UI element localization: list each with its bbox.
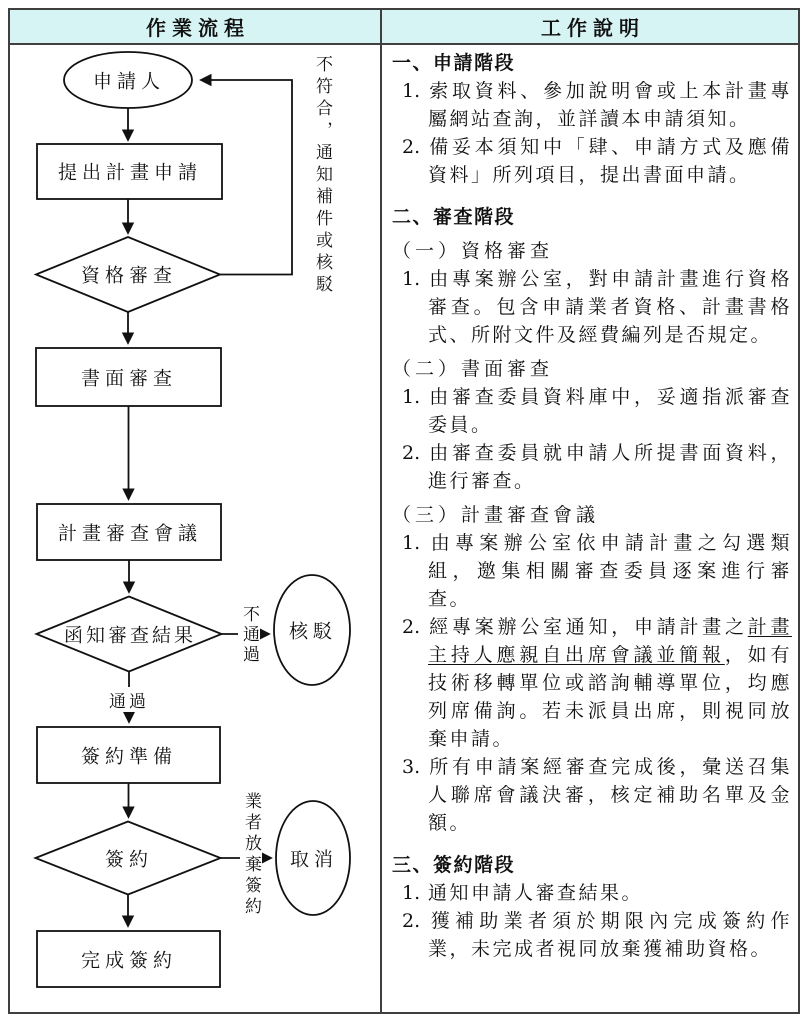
item-text: 由審查委員就申請人所提書面資料，進行審查。 [428, 442, 792, 492]
edge-label-abandon: 業者放棄簽約 [241, 792, 261, 918]
numbered-item [392, 383, 792, 439]
header-description-label: 工作說明 [541, 16, 645, 40]
sub-heading: （二）書面審查 [392, 358, 554, 380]
sub-heading: （三）計畫審查會議 [392, 504, 600, 526]
edge-label-not-conform: 不符合，通知補件或核駁 [312, 55, 332, 297]
item-text: 由專案辦公室依申請計畫之勾選類組，邀集相關審查委員逐案進行審查。 [428, 532, 792, 610]
numbered-item [392, 133, 792, 189]
item-text: 由專案辦公室，對申請計畫進行資格審查。包含申請業者資格、計畫書格式、所附文件及經費編列是否規定。 [428, 268, 792, 346]
numbered-item [392, 529, 792, 613]
item-number: 1. [402, 80, 421, 102]
sub-heading: （一）資格審查 [392, 240, 554, 262]
node-complete-label: 完成簽約 [80, 949, 178, 972]
numbered-item [392, 753, 792, 837]
numbered-item [392, 265, 792, 349]
item-text: 通知申請人審查結果。 [428, 882, 644, 904]
edge-label-not-pass: 不通過 [239, 605, 259, 665]
item-text: 獲補助業者須於期限內完成簽約作業，未完成者視同放棄獲補助資格。 [428, 910, 792, 960]
item-text: ，如有技術移轉單位或諮詢輔導單位，均應列席備詢。若未派員出席，則視同放棄申請。 [428, 644, 792, 750]
item-number: 2. [402, 616, 421, 638]
item-text: 經專案辦公室通知，申請計畫之 [428, 616, 748, 638]
node-written-label: 書面審查 [80, 367, 178, 390]
node-reject-label: 核駁 [288, 620, 338, 643]
table-body [10, 45, 798, 1012]
node-sign-label: 簽約 [104, 848, 154, 871]
item-number: 1. [402, 268, 421, 290]
section-heading: 二、審查階段 [392, 206, 516, 228]
item-text: 由審查委員資料庫中，妥適指派審查委員。 [428, 386, 792, 436]
item-number: 1. [402, 882, 421, 904]
section-heading: 三、簽約階段 [392, 854, 516, 876]
section-heading: 一、申請階段 [392, 52, 516, 74]
edge-label-pass: 通過 [107, 687, 151, 712]
item-text: 備妥本須知中「肆、申請方式及應備資料」所列項目，提出書面申請。 [428, 136, 792, 186]
item-text: 所有申請案經審查完成後，彙送召集人聯席會議決審，核定補助名單及金額。 [428, 756, 792, 834]
item-number: 2. [402, 910, 421, 932]
table-header-row [10, 10, 798, 45]
numbered-item [392, 879, 792, 907]
numbered-item [392, 907, 792, 963]
header-cell-process [10, 10, 382, 43]
item-text: 索取資料、參加說明會或上本計畫專屬網站查詢，並詳讀本申請須知。 [428, 80, 792, 130]
numbered-item [392, 613, 792, 753]
item-number: 2. [402, 136, 421, 158]
process-table [8, 8, 800, 1014]
flowchart-cell [10, 45, 382, 1012]
numbered-item [392, 439, 792, 495]
numbered-item [392, 77, 792, 133]
node-notify-label: 函知審查結果 [63, 624, 197, 647]
header-cell-description [382, 10, 798, 43]
edge-qualification-feedback-arrow [201, 80, 292, 275]
node-cancel-label: 取消 [289, 848, 339, 871]
item-number: 2. [402, 442, 421, 464]
header-process-label: 作業流程 [146, 16, 250, 40]
node-meeting-label: 計畫審查會議 [57, 522, 203, 545]
item-number: 1. [402, 386, 421, 408]
node-applicant-label: 申請人 [92, 70, 166, 93]
node-submit-label: 提出計畫申請 [57, 161, 203, 184]
node-qualification-label: 資格審查 [80, 264, 178, 287]
item-number: 1. [402, 532, 421, 554]
item-number: 3. [402, 756, 421, 778]
node-prepare-label: 簽約準備 [80, 745, 178, 768]
underlined-text: 計畫主持人應親自出席會議並簡報 [428, 616, 792, 666]
instructions-cell [382, 45, 798, 1012]
